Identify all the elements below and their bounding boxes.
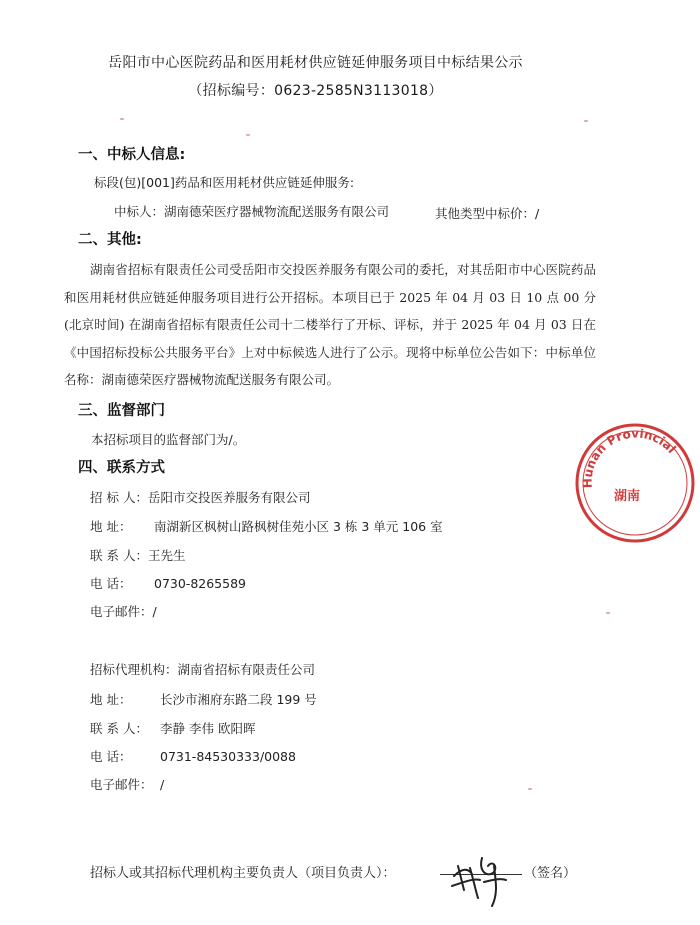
tenderer-phone: 0730-8265589: [154, 576, 246, 591]
tender-number: （招标编号：0623-2585N3113018）: [188, 83, 443, 99]
tenderer-phone-label: 电 话：: [90, 576, 132, 591]
agency-address: 长沙市湘府东路二段 199 号: [160, 692, 317, 707]
tenderer-contact-label: 联 系 人：: [90, 548, 148, 563]
scan-speck: [606, 612, 610, 614]
signature-prefix: 招标人或其招标代理机构主要负责人（项目负责人）：: [90, 866, 396, 881]
tenderer-address: 南湖新区枫树山路枫树佳苑小区 3 栋 3 单元 106 室: [154, 519, 443, 534]
agency-contact: 李静 李伟 欧阳晖: [160, 721, 256, 736]
company-seal-stamp: [570, 418, 700, 548]
handwritten-signature: [448, 838, 510, 910]
svg-text:Hunan Provincial: [580, 427, 678, 489]
tenderer-contact: 王先生: [147, 548, 186, 563]
tenderer-address-label: 地 址：: [90, 519, 132, 534]
agency-phone-row: [90, 747, 296, 765]
other-paragraph: 湖南省招标有限责任公司受岳阳市交投医养服务有限公司的委托，对其岳阳市中心医院药品和医用耗材供应链延伸服务项目进行公开招标。本项目已于 2025 年 04 月 03 日 10 点 00 分(北京时间) 在湖南省招标有限责任公司十二楼举行了开标、评标，并于 2025 年 04 月 03 日在《中国招标投标公共服务平台》上对中标候选人进行了公示。现将中标单位公告如下：中标单位名称：湖南德荣医疗器械物流配送服务有限公司。: [64, 262, 596, 387]
section-heading-other: 二、其他:: [78, 232, 142, 248]
agency-contact-row: [90, 719, 255, 737]
tenderer-contact-row: [90, 546, 185, 564]
section-heading-contact: 四、联系方式: [78, 460, 165, 476]
agency-email-label: 电子邮件：: [90, 777, 153, 792]
stamp-text-cn: 湖南: [614, 489, 641, 504]
stamp-text-en: Hunan Provincial: [580, 426, 679, 489]
tenderer-phone-row: [90, 574, 246, 592]
tenderer-name-label: 招 标 人：: [90, 490, 148, 505]
supervision-text: 本招标项目的监督部门为/。: [91, 432, 246, 447]
agency-name-row: [90, 660, 315, 678]
section-heading-supervision: 三、监督部门: [78, 403, 165, 419]
lot-info: 标段(包)[001]药品和医用耗材供应链延伸服务:: [94, 175, 355, 190]
agency-name-label: 招标代理机构：: [90, 662, 178, 677]
tenderer-email-row: [90, 602, 157, 620]
tenderer-name-row: [90, 488, 310, 506]
scan-speck: [120, 118, 124, 120]
agency-address-label: 地 址：: [90, 692, 132, 707]
agency-email: /: [160, 777, 165, 792]
tenderer-name: 岳阳市交投医养服务有限公司: [147, 490, 311, 505]
winning-price: 其他类型中标价：/: [435, 206, 540, 221]
scan-speck: [246, 134, 250, 136]
agency-address-row: [90, 690, 317, 708]
document-title: 岳阳市中心医院药品和医用耗材供应链延伸服务项目中标结果公示: [108, 55, 523, 71]
agency-name: 湖南省招标有限责任公司: [177, 662, 316, 677]
agency-phone: 0731-84530333/0088: [160, 749, 296, 764]
agency-contact-label: 联 系 人：: [90, 721, 148, 736]
signature-suffix: （签名）: [524, 866, 577, 881]
section-heading-winner: 一、中标人信息:: [78, 147, 186, 163]
winner-name: 中标人：湖南德荣医疗器械物流配送服务有限公司: [114, 204, 390, 219]
tenderer-email: /: [152, 604, 157, 619]
scan-speck: [584, 120, 588, 122]
agency-phone-label: 电 话：: [90, 749, 132, 764]
scan-speck: [528, 788, 532, 790]
agency-email-row: [90, 775, 164, 793]
tenderer-email-label: 电子邮件：: [90, 604, 153, 619]
tenderer-address-row: [90, 517, 443, 535]
